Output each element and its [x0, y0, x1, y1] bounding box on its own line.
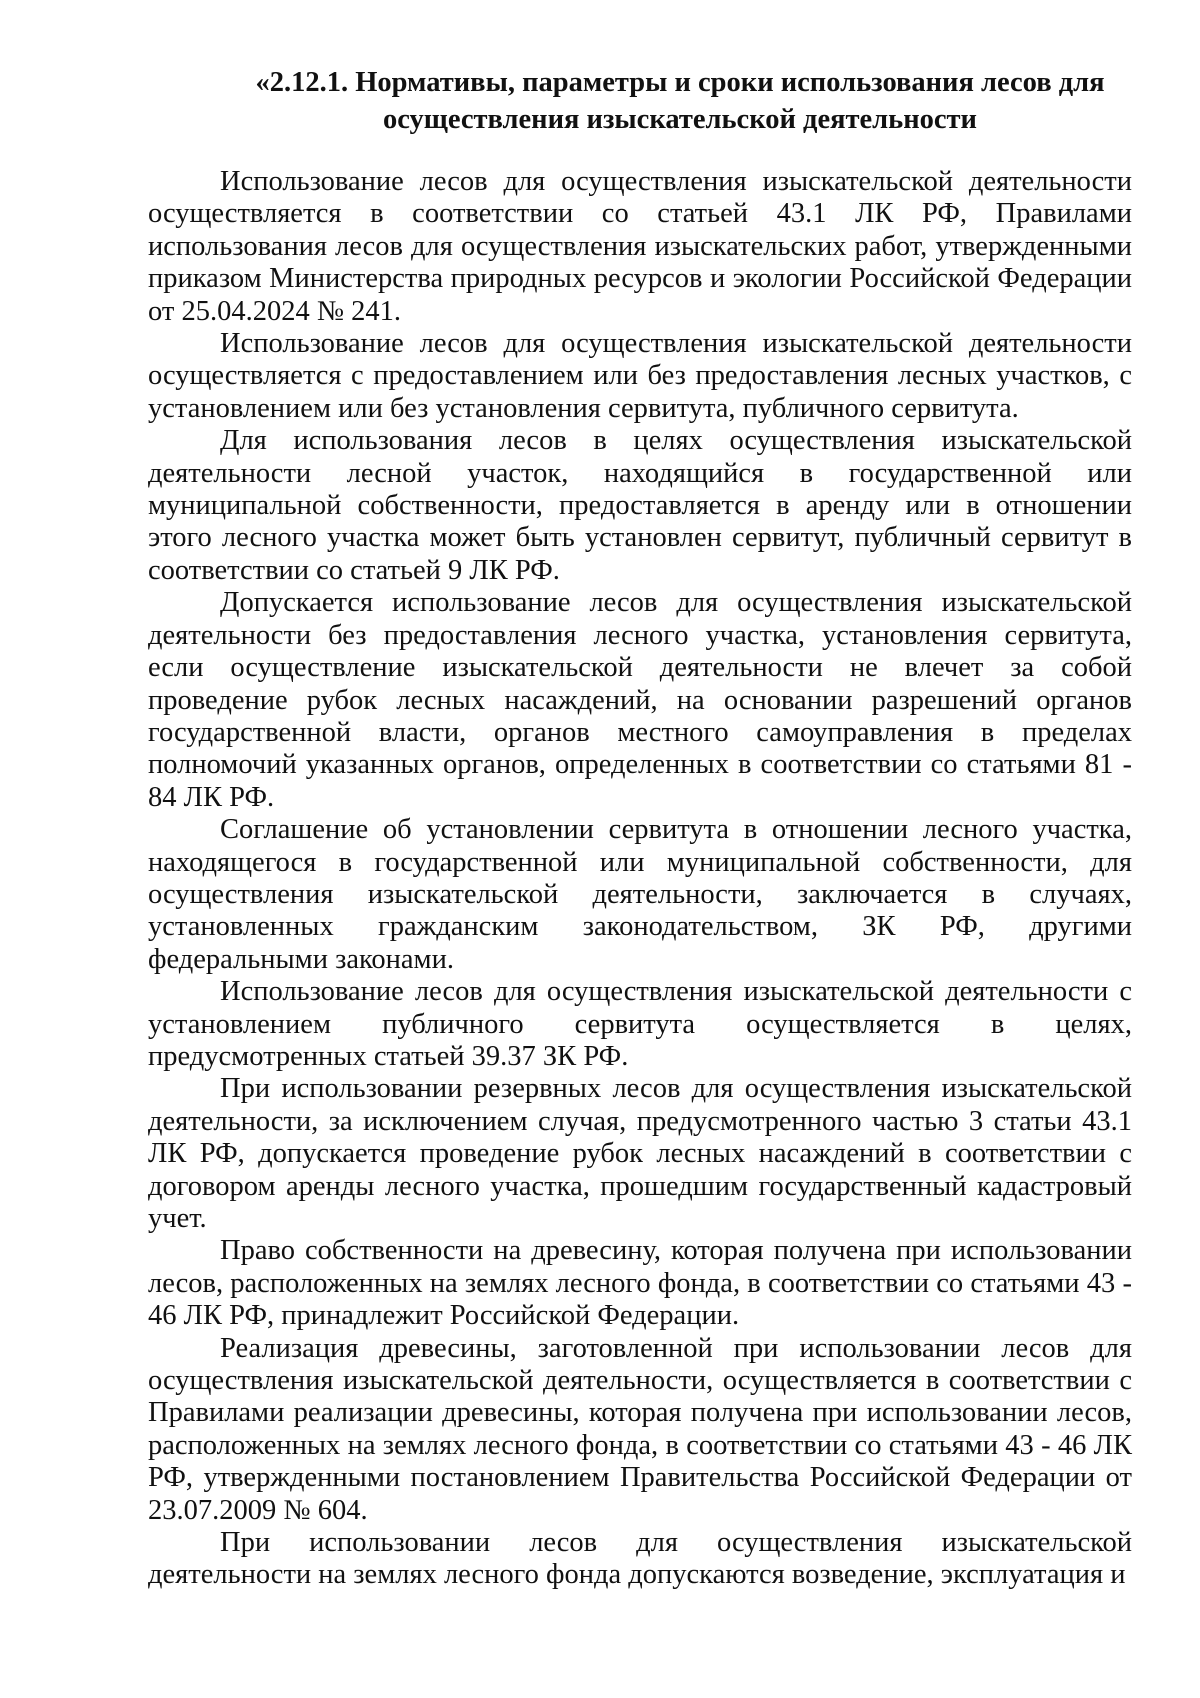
paragraph: Использование лесов для осуществления изыскательской деятельности осуществляется с предоставлением или без предоставления лесных участков, с установлением или без установления сервитута, публичного сервитута. — [148, 328, 1132, 424]
paragraph: При использовании резервных лесов для осуществления изыскательской деятельности, за исключением случая, предусмотренного частью 3 статьи 43.1 ЛК РФ, допускается проведение рубок лесных насаждений в соответствии с договором аренды лесного участка, прошедшим государственный кадастровый учет. — [148, 1073, 1132, 1234]
paragraph: Соглашение об установлении сервитута в отношении лесного участка, находящегося в государственной или муниципальной собственности, для осуществления изыскательской деятельности, заключается в случаях, установленных гражданским законодательством, ЗК РФ, другими федеральными законами. — [148, 814, 1132, 975]
paragraph: Право собственности на древесину, которая получена при использовании лесов, расположенных на землях лесного фонда, в соответствии со статьями 43 - 46 ЛК РФ, принадлежит Российской Федерации. — [148, 1235, 1132, 1332]
paragraph: Использование лесов для осуществления изыскательской деятельности осуществляется в соответствии со статьей 43.1 ЛК РФ, Правилами использования лесов для осуществления изыскательских работ, утвержденными приказом Министерства природных ресурсов и экологии Российской Федерации от 25.04.2024 № 241. — [148, 166, 1132, 327]
paragraph: Реализация древесины, заготовленной при использовании лесов для осуществления изыскательской деятельности, осуществляется в соответствии с Правилами реализации древесины, которая получена при использовании лесов, расположенных на землях лесного фонда, в соответствии со статьями 43 - 46 ЛК РФ, утвержденными постановлением Правительства Российской Федерации от 23.07.2009 № 604. — [148, 1332, 1132, 1526]
paragraph: Допускается использование лесов для осуществления изыскательской деятельности без предоставления лесного участка, установления сервитута, если осуществление изыскательской деятельности не влечет за собой проведение рубок лесных насаждений, на основании разрешений органов государственной власти, органов местного самоуправления в пределах полномочий указанных органов, определенных в соответствии со статьями 81 - 84 ЛК РФ. — [148, 587, 1132, 813]
paragraph: Использование лесов для осуществления изыскательской деятельности с установлением публичного сервитута осуществляется в целях, предусмотренных статьей 39.37 ЗК РФ. — [148, 976, 1132, 1072]
paragraph: Для использования лесов в целях осуществления изыскательской деятельности лесной участок, находящийся в государственной или муниципальной собственности, предоставляется в аренду или в отношении этого лесного участка может быть установлен сервитут, публичный сервитут в соответствии со статьей 9 ЛК РФ. — [148, 425, 1132, 586]
section-heading: «2.12.1. Нормативы, параметры и сроки использования лесов для осуществления изыскательской деятельности — [255, 67, 1105, 135]
paragraph: При использовании лесов для осуществления изыскательской деятельности на землях лесного фонда допускаются возведение, эксплуатация и — [148, 1527, 1132, 1591]
document-body — [148, 166, 1132, 1592]
